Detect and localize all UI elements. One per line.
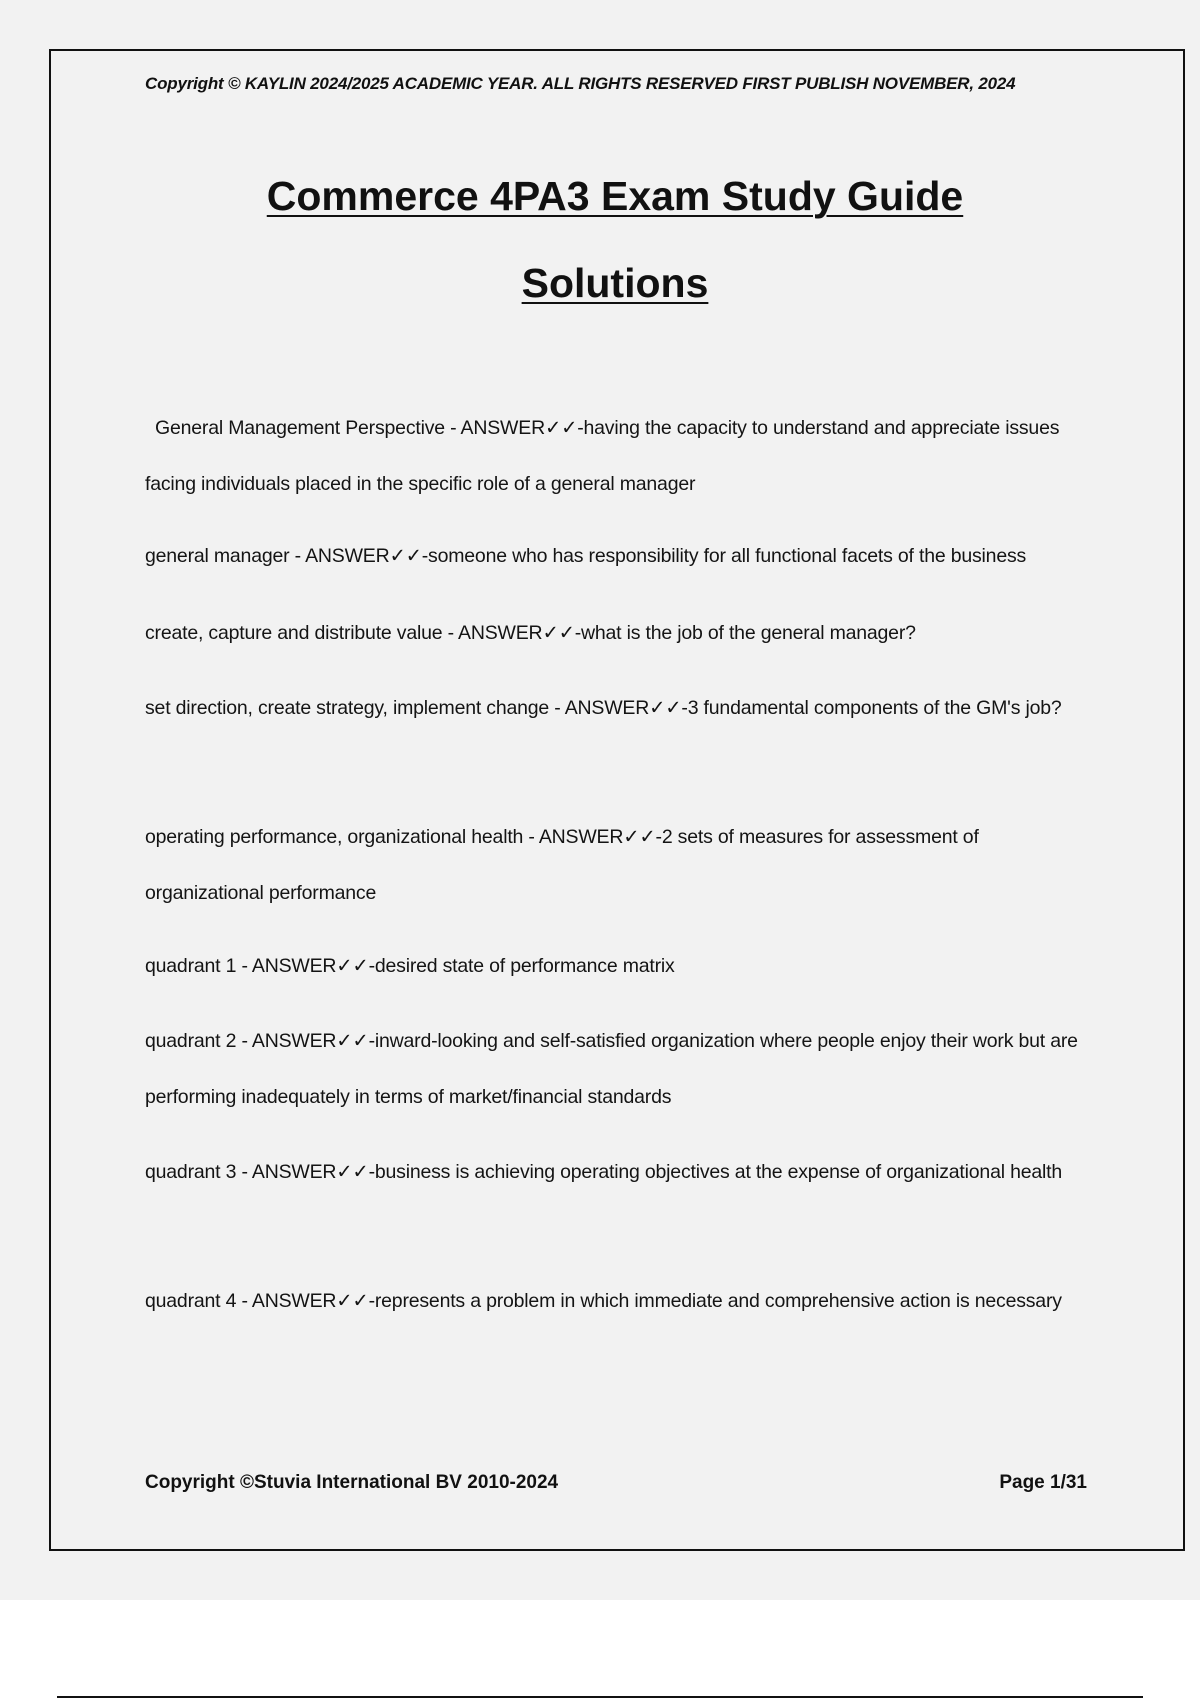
qa-entry [145, 938, 1090, 994]
qa-entry-text: create, capture and distribute value - ANSWER✓✓-what is the job of the general manager? [145, 622, 916, 644]
qa-entry [145, 809, 1090, 921]
qa-entry [145, 1013, 1090, 1125]
page-number: Page 1/31 [999, 1472, 1087, 1493]
qa-entry-text: set direction, create strategy, implement change - ANSWER✓✓-3 fundamental components of the GM's job? [145, 697, 1062, 719]
document-title-line-1: Commerce 4PA3 Exam Study Guide [266, 173, 964, 219]
qa-entry-text: quadrant 1 - ANSWER✓✓-desired state of performance matrix [145, 955, 675, 977]
qa-entry [145, 528, 1090, 584]
header-copyright: Copyright © KAYLIN 2024/2025 ACADEMIC YEAR. ALL RIGHTS RESERVED FIRST PUBLISH NOVEMBER, 2024 [145, 74, 1016, 93]
qa-entry [145, 1273, 1090, 1329]
qa-entry-text: operating performance, organizational health - ANSWER✓✓-2 sets of measures for assessment of organizational performance [145, 826, 979, 904]
qa-entry-text: general manager - ANSWER✓✓-someone who has responsibility for all functional facets of the business [145, 545, 1027, 567]
qa-entry-text: quadrant 4 - ANSWER✓✓-represents a problem in which immediate and comprehensive action is necessary [145, 1290, 1062, 1312]
qa-entry [145, 605, 1090, 661]
document-title-line-2: Solutions [521, 260, 709, 306]
qa-entry-text: quadrant 3 - ANSWER✓✓-business is achieving operating objectives at the expense of organizational health [145, 1161, 1062, 1183]
qa-entry [145, 400, 1090, 512]
qa-entry-text: General Management Perspective - ANSWER✓✓-having the capacity to understand and appreciate issues facing individuals placed in the specific role of a general manager [145, 417, 1060, 495]
next-page-divider [57, 1696, 1143, 1698]
qa-entry [145, 680, 1090, 736]
qa-entry-text: quadrant 2 - ANSWER✓✓-inward-looking and self-satisfied organization where people enjoy their work but are performing inadequately in terms of market/financial standards [145, 1030, 1078, 1108]
qa-entry [145, 1144, 1090, 1200]
footer-copyright: Copyright ©Stuvia International BV 2010-2024 [145, 1472, 559, 1493]
